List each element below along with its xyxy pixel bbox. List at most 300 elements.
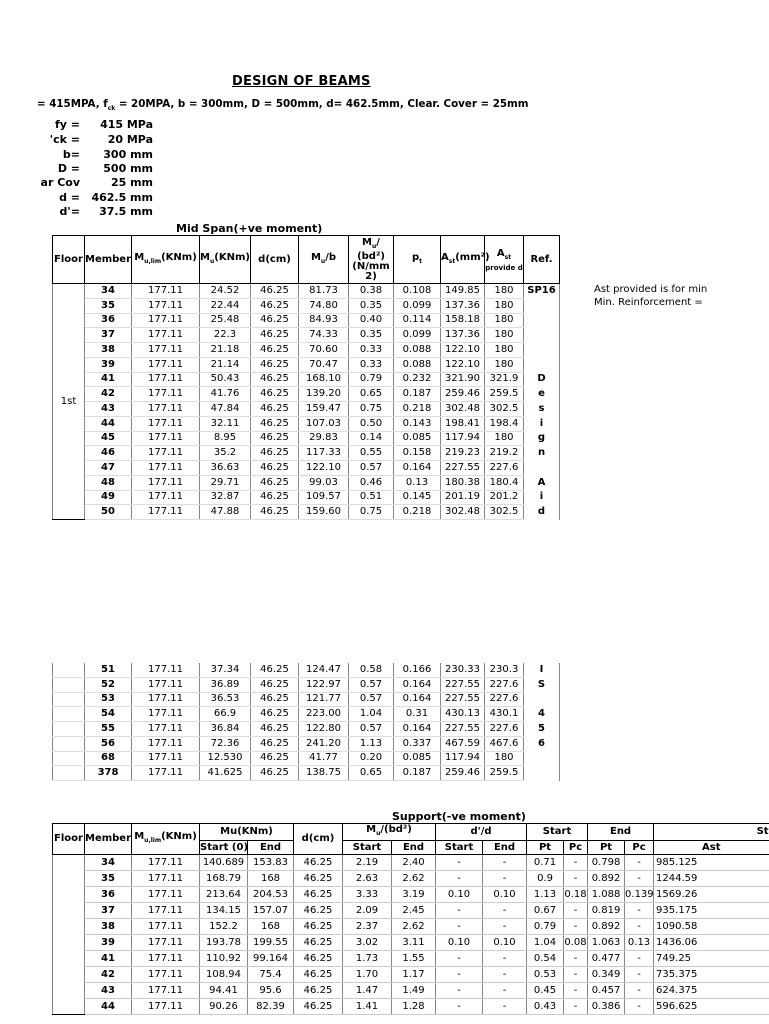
value-cell: 0.337 (394, 736, 441, 751)
value-cell: - (436, 855, 483, 871)
value-cell: 46.25 (251, 751, 299, 766)
value-cell: - (564, 967, 588, 983)
parameter-label: D = (57, 162, 80, 175)
value-cell: 0.099 (394, 328, 441, 343)
parameter-value: 500 mm (103, 162, 153, 175)
value-cell: - (564, 855, 588, 871)
value-cell: 0.50 (349, 416, 394, 431)
value-cell: 223.00 (299, 707, 349, 722)
value-cell: 32.11 (200, 416, 251, 431)
value-cell: 227.6 (485, 677, 524, 692)
value-cell: 0.46 (349, 475, 394, 490)
value-cell: 0.67 (527, 903, 564, 919)
value-cell: - (436, 871, 483, 887)
value-cell: 2.40 (392, 855, 436, 871)
value-cell: - (625, 855, 654, 871)
member-cell: 39 (85, 357, 132, 372)
value-cell: 46.25 (294, 935, 343, 951)
value-cell: 0.18 (564, 887, 588, 903)
header-pt: $p_t$ (394, 236, 441, 284)
value-cell: 177.11 (132, 343, 200, 358)
member-cell: 42 (85, 967, 132, 983)
value-cell: 2.62 (392, 919, 436, 935)
value-cell: 467.59 (441, 736, 485, 751)
value-cell: 1.49 (392, 983, 436, 999)
value-cell: 177.11 (132, 935, 200, 951)
value-cell: 0.79 (349, 372, 394, 387)
value-cell: 230.33 (441, 663, 485, 677)
value-cell: 177.11 (132, 766, 200, 781)
value-cell: - (483, 999, 527, 1015)
value-cell: 137.36 (441, 298, 485, 313)
ref-cell (524, 357, 560, 372)
value-cell: 50.43 (200, 372, 251, 387)
table-row (53, 983, 769, 999)
value-cell: 122.80 (299, 722, 349, 737)
ref-cell: 4 (524, 707, 560, 722)
value-cell: 1.47 (343, 983, 392, 999)
ref-cell: 5 (524, 722, 560, 737)
value-cell: 213.64 (200, 887, 248, 903)
table-row (53, 707, 560, 722)
ref-cell (524, 313, 560, 328)
value-cell: 227.6 (485, 461, 524, 476)
value-cell: 46.25 (251, 505, 299, 520)
value-cell: 0.75 (349, 505, 394, 520)
value-cell: 0.218 (394, 505, 441, 520)
value-cell: 0.164 (394, 677, 441, 692)
sup-header-member: Member (85, 824, 132, 855)
value-cell: 46.25 (251, 707, 299, 722)
value-cell: 0.10 (436, 935, 483, 951)
parameter-row (0, 191, 160, 205)
value-cell: 134.15 (200, 903, 248, 919)
value-cell: 121.77 (299, 692, 349, 707)
parameter-row (0, 118, 160, 132)
value-cell: 985.125 (654, 855, 769, 871)
value-cell: 0.33 (349, 343, 394, 358)
value-cell: 180.4 (485, 475, 524, 490)
value-cell: 46.25 (251, 663, 299, 677)
ref-cell: n (524, 446, 560, 461)
table-row (53, 967, 769, 983)
value-cell: 81.73 (299, 284, 349, 299)
value-cell: - (625, 919, 654, 935)
value-cell: 177.11 (132, 967, 200, 983)
side-note-line-2: Min. Reinforcement = (594, 297, 703, 308)
value-cell: 0.57 (349, 677, 394, 692)
value-cell: 2.09 (343, 903, 392, 919)
parameter-value: 20 MPa (107, 133, 153, 146)
value-cell: 149.85 (441, 284, 485, 299)
table-row (53, 298, 560, 313)
member-cell: 56 (85, 736, 132, 751)
value-cell: 0.13 (625, 935, 654, 951)
value-cell: 159.47 (299, 402, 349, 417)
value-cell: 3.19 (392, 887, 436, 903)
value-cell: - (625, 951, 654, 967)
member-cell: 55 (85, 722, 132, 737)
value-cell: 29.71 (200, 475, 251, 490)
ref-cell (524, 298, 560, 313)
value-cell: 227.55 (441, 461, 485, 476)
table-row (53, 357, 560, 372)
member-cell: 39 (85, 935, 132, 951)
value-cell: - (483, 951, 527, 967)
parameter-value: 300 mm (103, 148, 153, 161)
header-ref: Ref. (524, 236, 560, 284)
ref-cell (524, 328, 560, 343)
value-cell: 1.70 (343, 967, 392, 983)
value-cell: 177.11 (132, 751, 200, 766)
value-cell: 1.13 (349, 736, 394, 751)
value-cell: 259.5 (485, 766, 524, 781)
value-cell: 749.25 (654, 951, 769, 967)
value-cell: 21.14 (200, 357, 251, 372)
side-note-line-1: Ast provided is for min (594, 284, 708, 295)
value-cell: 2.37 (343, 919, 392, 935)
value-cell: 3.02 (343, 935, 392, 951)
value-cell: 1.17 (392, 967, 436, 983)
value-cell: 1.55 (392, 951, 436, 967)
value-cell: 0.085 (394, 431, 441, 446)
value-cell: 735.375 (654, 967, 769, 983)
value-cell: 0.10 (483, 935, 527, 951)
value-cell: 140.689 (200, 855, 248, 871)
table-row (53, 935, 769, 951)
value-cell: 177.11 (132, 707, 200, 722)
value-cell: - (625, 903, 654, 919)
value-cell: 0.65 (349, 766, 394, 781)
value-cell: 0.35 (349, 328, 394, 343)
value-cell: 0.31 (394, 707, 441, 722)
parameter-value: 25 mm (110, 176, 153, 189)
value-cell: 227.55 (441, 692, 485, 707)
mid-span-body-continued (53, 663, 560, 781)
value-cell: 177.11 (132, 357, 200, 372)
parameter-row (0, 205, 160, 219)
member-cell: 34 (85, 284, 132, 299)
value-cell: 0.088 (394, 357, 441, 372)
header-mu-b: $M_u/b$ (299, 236, 349, 284)
value-cell: - (436, 983, 483, 999)
value-cell: - (483, 983, 527, 999)
ref-cell: d (524, 505, 560, 520)
mid-span-table-continued (52, 663, 560, 781)
value-cell: - (625, 871, 654, 887)
value-cell: 177.11 (132, 402, 200, 417)
value-cell: 0.9 (527, 871, 564, 887)
value-cell: 1244.59 (654, 871, 769, 887)
value-cell: 180 (485, 357, 524, 372)
ref-cell: S (524, 677, 560, 692)
value-cell: 117.94 (441, 431, 485, 446)
ref-cell (524, 751, 560, 766)
table-row (53, 951, 769, 967)
value-cell: 0.57 (349, 461, 394, 476)
value-cell: 430.1 (485, 707, 524, 722)
value-cell: 152.2 (200, 919, 248, 935)
value-cell: 25.48 (200, 313, 251, 328)
value-cell: 0.158 (394, 446, 441, 461)
member-cell: 52 (85, 677, 132, 692)
parameter-label: fy = (54, 118, 80, 131)
member-cell: 37 (85, 903, 132, 919)
member-cell: 44 (85, 416, 132, 431)
table-row (53, 475, 560, 490)
sup-header-st: St (654, 824, 769, 841)
value-cell: 46.25 (251, 490, 299, 505)
value-cell: - (564, 871, 588, 887)
header-ast-provided: $A_{st}$ provide d (485, 236, 524, 284)
table-row (53, 887, 769, 903)
value-cell: 0.08 (564, 935, 588, 951)
sup-header-floor: Floor (53, 824, 85, 855)
value-cell: - (625, 967, 654, 983)
value-cell: 46.25 (294, 871, 343, 887)
sup-header-mu-end: End (248, 841, 294, 855)
value-cell: 0.085 (394, 751, 441, 766)
value-cell: 180.38 (441, 475, 485, 490)
value-cell: 219.23 (441, 446, 485, 461)
member-cell: 47 (85, 461, 132, 476)
ref-cell: g (524, 431, 560, 446)
table-row (53, 692, 560, 707)
value-cell: - (436, 967, 483, 983)
ref-cell: 6 (524, 736, 560, 751)
value-cell: - (483, 855, 527, 871)
value-cell: - (436, 919, 483, 935)
value-cell: 46.25 (251, 475, 299, 490)
value-cell: - (483, 871, 527, 887)
floor-cell-empty (53, 722, 85, 737)
value-cell: 1.73 (343, 951, 392, 967)
table-row (53, 736, 560, 751)
value-cell: 46.25 (294, 855, 343, 871)
value-cell: 0.58 (349, 663, 394, 677)
value-cell: 177.11 (132, 677, 200, 692)
sup-header-mubd-end: End (392, 841, 436, 855)
document-title: DESIGN OF BEAMS (232, 74, 371, 89)
value-cell: 122.97 (299, 677, 349, 692)
value-cell: 108.94 (200, 967, 248, 983)
ref-cell: i (524, 490, 560, 505)
value-cell: 36.53 (200, 692, 251, 707)
table-row (53, 903, 769, 919)
value-cell: 0.114 (394, 313, 441, 328)
value-cell: - (564, 951, 588, 967)
value-cell: 158.18 (441, 313, 485, 328)
value-cell: 177.11 (132, 663, 200, 677)
value-cell: 199.55 (248, 935, 294, 951)
value-cell: 24.52 (200, 284, 251, 299)
header-d-cm: d(cm) (251, 236, 299, 284)
floor-cell-empty (53, 736, 85, 751)
value-cell: 0.164 (394, 722, 441, 737)
value-cell: 177.11 (132, 490, 200, 505)
value-cell: 94.41 (200, 983, 248, 999)
table-row (53, 999, 769, 1015)
member-cell: 378 (85, 766, 132, 781)
value-cell: 2.63 (343, 871, 392, 887)
value-cell: 46.25 (251, 416, 299, 431)
value-cell: - (483, 919, 527, 935)
value-cell: 198.41 (441, 416, 485, 431)
floor-cell-empty (53, 692, 85, 707)
sup-header-end-pc: Pc (625, 841, 654, 855)
value-cell: 110.92 (200, 951, 248, 967)
value-cell: 0.10 (436, 887, 483, 903)
value-cell: - (564, 983, 588, 999)
member-cell: 41 (85, 951, 132, 967)
mid-span-body (53, 284, 560, 520)
value-cell: 66.9 (200, 707, 251, 722)
member-cell: 36 (85, 313, 132, 328)
value-cell: - (436, 903, 483, 919)
value-cell: 22.44 (200, 298, 251, 313)
parameter-label: d = (59, 191, 80, 204)
value-cell: 46.25 (294, 919, 343, 935)
floor-cell-empty (53, 751, 85, 766)
value-cell: 180 (485, 328, 524, 343)
member-cell: 37 (85, 328, 132, 343)
value-cell: 46.25 (251, 766, 299, 781)
value-cell: 37.34 (200, 663, 251, 677)
value-cell: 302.5 (485, 402, 524, 417)
table-row (53, 284, 560, 299)
sup-header-mu: Mu(KNm) (200, 824, 294, 841)
member-cell: 43 (85, 402, 132, 417)
member-cell: 68 (85, 751, 132, 766)
table-row (53, 372, 560, 387)
value-cell: 46.25 (251, 446, 299, 461)
table-row (53, 919, 769, 935)
table-row (53, 402, 560, 417)
value-cell: 41.77 (299, 751, 349, 766)
value-cell: 168.10 (299, 372, 349, 387)
value-cell: 935.175 (654, 903, 769, 919)
value-cell: - (436, 951, 483, 967)
value-cell: 177.11 (132, 983, 200, 999)
value-cell: 227.55 (441, 677, 485, 692)
value-cell: 177.11 (132, 722, 200, 737)
value-cell: 177.11 (132, 475, 200, 490)
value-cell: 0.088 (394, 343, 441, 358)
value-cell: 74.33 (299, 328, 349, 343)
value-cell: 624.375 (654, 983, 769, 999)
parameter-label: ar Cov (40, 176, 80, 189)
mid-span-caption: Mid Span(+ve moment) (176, 222, 323, 235)
sup-header-dd-end: End (483, 841, 527, 855)
value-cell: 0.218 (394, 402, 441, 417)
member-cell: 43 (85, 983, 132, 999)
value-cell: 137.36 (441, 328, 485, 343)
value-cell: 180 (485, 431, 524, 446)
sup-header-mu-lim: $M_{u,lim}(KNm)$ (132, 824, 200, 855)
floor-cell: 1st (53, 284, 85, 520)
value-cell: 0.57 (349, 722, 394, 737)
value-cell: 46.25 (294, 967, 343, 983)
value-cell: 46.25 (251, 431, 299, 446)
table-row (53, 871, 769, 887)
value-cell: 430.13 (441, 707, 485, 722)
value-cell: 0.187 (394, 387, 441, 402)
value-cell: 32.87 (200, 490, 251, 505)
member-cell: 38 (85, 343, 132, 358)
sup-header-d-ratio: d'/d (436, 824, 527, 841)
value-cell: 177.11 (132, 951, 200, 967)
value-cell: 0.139 (625, 887, 654, 903)
sup-header-start-pc: Pc (564, 841, 588, 855)
value-cell: 201.2 (485, 490, 524, 505)
value-cell: 122.10 (299, 461, 349, 476)
value-cell: 0.51 (349, 490, 394, 505)
member-cell: 50 (85, 505, 132, 520)
header-member: Member (85, 236, 132, 284)
value-cell: 177.11 (132, 431, 200, 446)
value-cell: 46.25 (251, 284, 299, 299)
value-cell: 0.65 (349, 387, 394, 402)
value-cell: 1.088 (588, 887, 625, 903)
value-cell: 177.11 (132, 328, 200, 343)
value-cell: 47.84 (200, 402, 251, 417)
summary-text: = 415MPA, f (37, 98, 108, 110)
value-cell: 0.349 (588, 967, 625, 983)
value-cell: 0.892 (588, 871, 625, 887)
value-cell: 302.5 (485, 505, 524, 520)
value-cell: 0.477 (588, 951, 625, 967)
sup-header-mubd-start: Start (343, 841, 392, 855)
value-cell: 321.90 (441, 372, 485, 387)
value-cell: 46.25 (251, 722, 299, 737)
value-cell: 8.95 (200, 431, 251, 446)
table-row (53, 855, 769, 871)
table-row (53, 490, 560, 505)
member-cell: 44 (85, 999, 132, 1015)
ref-cell: D (524, 372, 560, 387)
value-cell: 0.386 (588, 999, 625, 1015)
sup-header-start-pt: Pt (527, 841, 564, 855)
table-row (53, 328, 560, 343)
value-cell: 107.03 (299, 416, 349, 431)
value-cell: 0.13 (394, 475, 441, 490)
sup-header-start: Start (527, 824, 588, 841)
value-cell: 70.60 (299, 343, 349, 358)
value-cell: 1.28 (392, 999, 436, 1015)
sup-header-dd-start: Start (436, 841, 483, 855)
value-cell: 0.164 (394, 692, 441, 707)
summary-text-rest: = 20MPA, b = 300mm, D = 500mm, d= 462.5mm, Clear. Cover = 25mm (115, 98, 529, 110)
sup-header-ast: Ast (654, 841, 769, 855)
value-cell: 0.20 (349, 751, 394, 766)
value-cell: 84.93 (299, 313, 349, 328)
header-mu-bd2: $M_u/$ (bd²) (N/mm 2) (349, 236, 394, 284)
value-cell: 99.03 (299, 475, 349, 490)
value-cell: 46.25 (294, 887, 343, 903)
value-cell: 159.60 (299, 505, 349, 520)
value-cell: 0.55 (349, 446, 394, 461)
member-cell: 53 (85, 692, 132, 707)
value-cell: 41.76 (200, 387, 251, 402)
value-cell: 259.5 (485, 387, 524, 402)
value-cell: 168.79 (200, 871, 248, 887)
value-cell: - (436, 999, 483, 1015)
value-cell: 46.25 (251, 692, 299, 707)
ref-cell (524, 692, 560, 707)
member-cell: 48 (85, 475, 132, 490)
value-cell: 47.88 (200, 505, 251, 520)
table-row (53, 387, 560, 402)
